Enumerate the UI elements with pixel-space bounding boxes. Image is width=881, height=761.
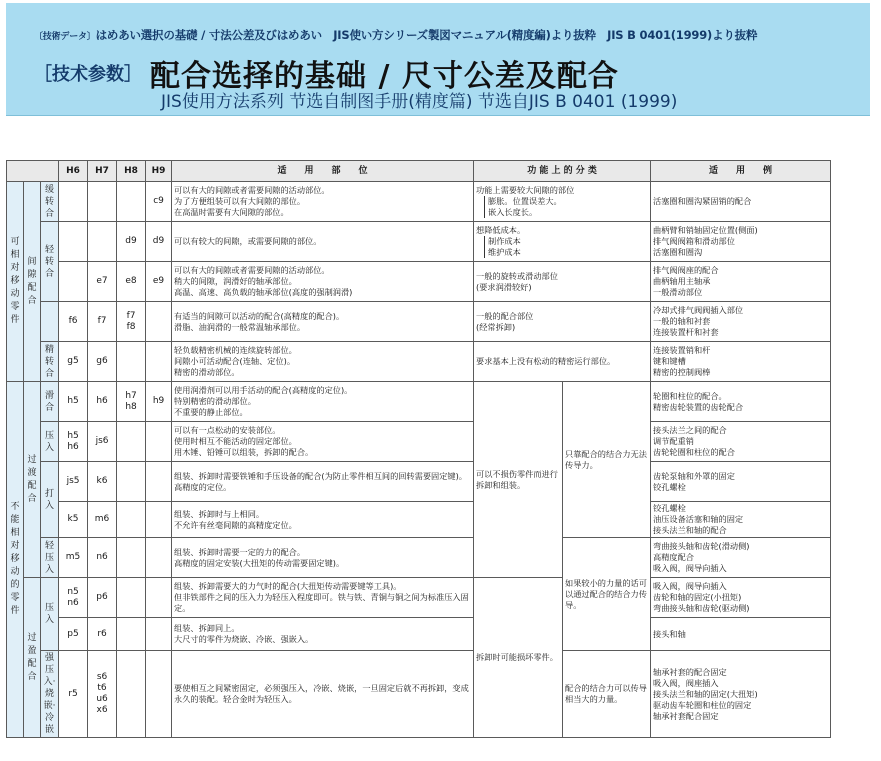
fit-class-h6: f6 bbox=[59, 302, 88, 342]
group-movable: 可相对移动零件 bbox=[7, 182, 24, 382]
sub-category: 压入 bbox=[41, 578, 59, 651]
sub-category bbox=[41, 302, 59, 342]
application-text: 可以有一点松动的安装部位。 使用时相互不能活动的固定部位。 用木锤、铅锤可以组装，拆卸的配合。 bbox=[172, 422, 474, 462]
fit-class-h7: e7 bbox=[88, 262, 117, 302]
fit-class-h7: s6 t6 u6 x6 bbox=[88, 651, 117, 738]
function-text: 拆卸时可能损坏零件。 bbox=[474, 578, 563, 738]
sub-category: 轻压入 bbox=[41, 538, 59, 578]
function-text: 一般的旋转或滑动部位 (要求润滑较好) bbox=[474, 262, 651, 302]
function-item: 嵌入长度长。 bbox=[488, 207, 538, 217]
table-row bbox=[7, 342, 831, 382]
fit-class-h7: g6 bbox=[88, 342, 117, 382]
fit-class-h9 bbox=[146, 578, 172, 618]
function-item: 维护成本 bbox=[488, 247, 521, 257]
fit-class-h8 bbox=[117, 502, 146, 538]
header-application: 适 用 部 位 bbox=[172, 161, 474, 182]
japanese-title: はめあい選択の基礎 / 寸法公差及びはめあい JIS使い方シリーズ製図マニュアル(精度編)より抜粋 JIS B 0401(1999)より抜粋 bbox=[95, 28, 758, 42]
header-h7: H7 bbox=[88, 161, 117, 182]
fit-class-h7 bbox=[88, 182, 117, 222]
example-text: 冷却式排气阀阀插入部位 一般的轴和衬套 连接装置杆和衬套 bbox=[651, 302, 831, 342]
fit-class-h8: d9 bbox=[117, 222, 146, 262]
fit-class-h7: js6 bbox=[88, 422, 117, 462]
application-text: 轻负载精密机械的连续旋转部位。 间隙小可活动配合(连轴、定位)。 精密的滑动部位。 bbox=[172, 342, 474, 382]
table-row bbox=[7, 538, 831, 578]
fit-class-h7 bbox=[88, 222, 117, 262]
fit-class-h8 bbox=[117, 538, 146, 578]
example-text: 铰孔螺栓 油压设备活塞和轴的固定 接头法兰和轴的配合 bbox=[651, 502, 831, 538]
function-text: 配合的结合力可以传导相当大的力量。 bbox=[563, 651, 651, 738]
table-row bbox=[7, 382, 831, 422]
brace-list bbox=[484, 236, 521, 258]
function-text: 可以不损伤零件而进行拆卸和组装。 bbox=[474, 382, 563, 578]
table-row bbox=[7, 422, 831, 462]
fit-class-h8 bbox=[117, 578, 146, 618]
header-example: 适 用 例 bbox=[651, 161, 831, 182]
fit-class-h9 bbox=[146, 651, 172, 738]
sub-category: 打入 bbox=[41, 462, 59, 538]
fit-class-h8 bbox=[117, 422, 146, 462]
fit-class-h6: h5 bbox=[59, 382, 88, 422]
table-row bbox=[7, 502, 831, 538]
example-text: 弯曲接头轴和齿轮(滑动侧) 高精度配合 吸入阀，阀导向插入 bbox=[651, 538, 831, 578]
application-text: 要使相互之间紧密固定，必须强压入，冷嵌、烧嵌，一旦固定后就不再拆卸，变成永久的装配。轻合金时为轻压入。 bbox=[172, 651, 474, 738]
fit-class-h7: r6 bbox=[88, 618, 117, 651]
fit-class-h6: g5 bbox=[59, 342, 88, 382]
chinese-tag: ［技术参数］ bbox=[34, 64, 142, 85]
fit-class-h8: h7 h8 bbox=[117, 382, 146, 422]
example-text: 轴承衬套的配合固定 吸入阀，阀座插入 接头法兰和轴的固定(大扭矩) 驱动齿车轮圈和柱位的固定 轴承衬套配合固定 bbox=[651, 651, 831, 738]
japanese-tag: 〔技術データ〕 bbox=[34, 32, 96, 42]
fit-class-h6 bbox=[59, 222, 88, 262]
sub-category: 强压入·烧嵌·冷嵌 bbox=[41, 651, 59, 738]
function-item: 制作成本 bbox=[488, 236, 521, 246]
fit-class-h9 bbox=[146, 538, 172, 578]
application-text: 可以有大的间隙或者需要间隙的活动部位。 为了方便组装可以有大间隙的部位。 在高温时需要有大间隙的部位。 bbox=[172, 182, 474, 222]
table-header-row bbox=[7, 161, 831, 182]
sub-category: 轻转合 bbox=[41, 222, 59, 302]
group-clearance: 间隙配合 bbox=[24, 182, 41, 382]
sub-category: 滑合 bbox=[41, 382, 59, 422]
sub-category: 压入 bbox=[41, 422, 59, 462]
example-text: 排气阀阀座的配合 曲柄轴用主轴承 一般滑动部位 bbox=[651, 262, 831, 302]
function-text: 一般的配合部位 (经常拆卸) bbox=[474, 302, 651, 342]
group-transition: 过渡配合 bbox=[24, 382, 41, 578]
fit-class-h9: c9 bbox=[146, 182, 172, 222]
fit-class-h9 bbox=[146, 422, 172, 462]
function-item: 膨胀。位置误差大。 bbox=[488, 196, 562, 206]
brace-list bbox=[484, 196, 562, 218]
application-text: 使用润滑剂可以用手活动的配合(高精度的定位)。 特别精密的滑动部位。 不重要的静止部位。 bbox=[172, 382, 474, 422]
function-text: 只靠配合的结合力无法传导力。 bbox=[563, 382, 651, 538]
table-row bbox=[7, 262, 831, 302]
table-row bbox=[7, 462, 831, 502]
page-title: 配合选择的基础 / 尺寸公差及配合 bbox=[150, 59, 619, 94]
application-text: 组装、拆卸时需要一定的力的配合。 高精度的固定安装(大扭矩的传动需要固定键)。 bbox=[172, 538, 474, 578]
fit-class-h6: n5 n6 bbox=[59, 578, 88, 618]
group-immovable: 不能相对移动的零件 bbox=[7, 382, 24, 738]
function-title: 功能上需要较大间隙的部位 bbox=[476, 185, 575, 195]
fit-class-h8 bbox=[117, 182, 146, 222]
fit-class-h9 bbox=[146, 462, 172, 502]
application-text: 组装、拆卸时需要铁锤和手压设备的配合(为防止零件相互间的回转需要固定键)。 高精度的定位。 bbox=[172, 462, 474, 502]
fit-class-h9: h9 bbox=[146, 382, 172, 422]
example-text: 曲柄臂和销轴固定位置(侧面) 排气阀阀箱和滑动部位 活塞圈和圈沟 bbox=[651, 222, 831, 262]
example-text: 接头法兰之间的配合 调节配重销 齿轮轮圈和柱位的配合 bbox=[651, 422, 831, 462]
fit-class-h6: m5 bbox=[59, 538, 88, 578]
fit-class-h8 bbox=[117, 651, 146, 738]
fit-class-h6: p5 bbox=[59, 618, 88, 651]
fit-class-h9 bbox=[146, 618, 172, 651]
header-blank bbox=[7, 161, 59, 182]
fit-class-h9: e9 bbox=[146, 262, 172, 302]
header-h9: H9 bbox=[146, 161, 172, 182]
fit-class-h7: m6 bbox=[88, 502, 117, 538]
source-subtitle: JIS使用方法系列 节选自制图手册(精度篇) 节选自JIS B 0401 (1999) bbox=[161, 92, 678, 112]
application-text: 组装、拆卸需要大的力气时的配合(大扭矩传动需要键等工具)。 但非铁部件之间的压入力为轻压入程度即可。铁与铁、青铜与铜之间为标准压入固定。 bbox=[172, 578, 474, 618]
example-text: 轮圈和柱位的配合。 精密齿轮装置的齿轮配合 bbox=[651, 382, 831, 422]
table-row bbox=[7, 182, 831, 222]
application-text: 可以有较大的间隙，或需要间隙的部位。 bbox=[172, 222, 474, 262]
header-function: 功 能 上 的 分 类 bbox=[474, 161, 651, 182]
fit-class-h6: h5 h6 bbox=[59, 422, 88, 462]
table-row bbox=[7, 618, 831, 651]
fit-class-h8 bbox=[117, 618, 146, 651]
fit-class-h7: k6 bbox=[88, 462, 117, 502]
example-text: 齿轮泵轴和外罩的固定 铰孔螺栓 bbox=[651, 462, 831, 502]
fit-class-h7: h6 bbox=[88, 382, 117, 422]
application-text: 组装、拆卸同上。 大尺寸的零件为烧嵌、冷嵌、强嵌入。 bbox=[172, 618, 474, 651]
fit-class-h9 bbox=[146, 502, 172, 538]
fit-class-h7: p6 bbox=[88, 578, 117, 618]
example-text: 接头和轴 bbox=[651, 618, 831, 651]
fit-class-h6 bbox=[59, 262, 88, 302]
table-row bbox=[7, 302, 831, 342]
sub-category: 缓转合 bbox=[41, 182, 59, 222]
table-row bbox=[7, 222, 831, 262]
header-banner bbox=[6, 3, 870, 116]
fit-class-h6: js5 bbox=[59, 462, 88, 502]
sub-category: 精转合 bbox=[41, 342, 59, 382]
application-text: 组装、拆卸时与上相同。 不允许有丝毫间隙的高精度定位。 bbox=[172, 502, 474, 538]
fit-class-h9: d9 bbox=[146, 222, 172, 262]
japanese-source-line bbox=[34, 27, 757, 43]
fit-class-h8 bbox=[117, 462, 146, 502]
header-h8: H8 bbox=[117, 161, 146, 182]
fit-class-h8: e8 bbox=[117, 262, 146, 302]
table-row bbox=[7, 651, 831, 738]
application-text: 有适当的间隙可以活动的配合(高精度的配合)。 滑脂、油润滑的一般常温轴承部位。 bbox=[172, 302, 474, 342]
group-interference: 过盈配合 bbox=[24, 578, 41, 738]
example-text: 活塞圈和圈沟紧固销的配合 bbox=[651, 182, 831, 222]
fit-class-h8 bbox=[117, 342, 146, 382]
example-text: 吸入阀，阀导向插入 齿轮和轴的固定(小扭矩) 弯曲接头轴和齿轮(驱动侧) bbox=[651, 578, 831, 618]
fit-class-h9 bbox=[146, 342, 172, 382]
example-text: 连接装置销和杆 键和键槽 精密的控制阀棒 bbox=[651, 342, 831, 382]
fit-class-h7: f7 bbox=[88, 302, 117, 342]
function-text: 要求基本上没有松动的精密运行部位。 bbox=[474, 342, 651, 382]
fit-class-h8: f7 f8 bbox=[117, 302, 146, 342]
function-text: 如果较小的力量的话可以通过配合的结合力传导。 bbox=[563, 538, 651, 651]
header-h6: H6 bbox=[59, 161, 88, 182]
fit-class-h6 bbox=[59, 182, 88, 222]
fit-class-h7: n6 bbox=[88, 538, 117, 578]
function-title: 想降低成本。 bbox=[476, 225, 526, 235]
fit-class-h6: k5 bbox=[59, 502, 88, 538]
fit-selection-table bbox=[6, 160, 831, 738]
fit-class-h6: r5 bbox=[59, 651, 88, 738]
application-text: 可以有大的间隙或者需要间隙的活动部位。 稍大的间隙，润滑好的轴承部位。 高温、高速、高负载的轴承部位(高度的强制润滑) bbox=[172, 262, 474, 302]
fit-class-h9 bbox=[146, 302, 172, 342]
table-row bbox=[7, 578, 831, 618]
